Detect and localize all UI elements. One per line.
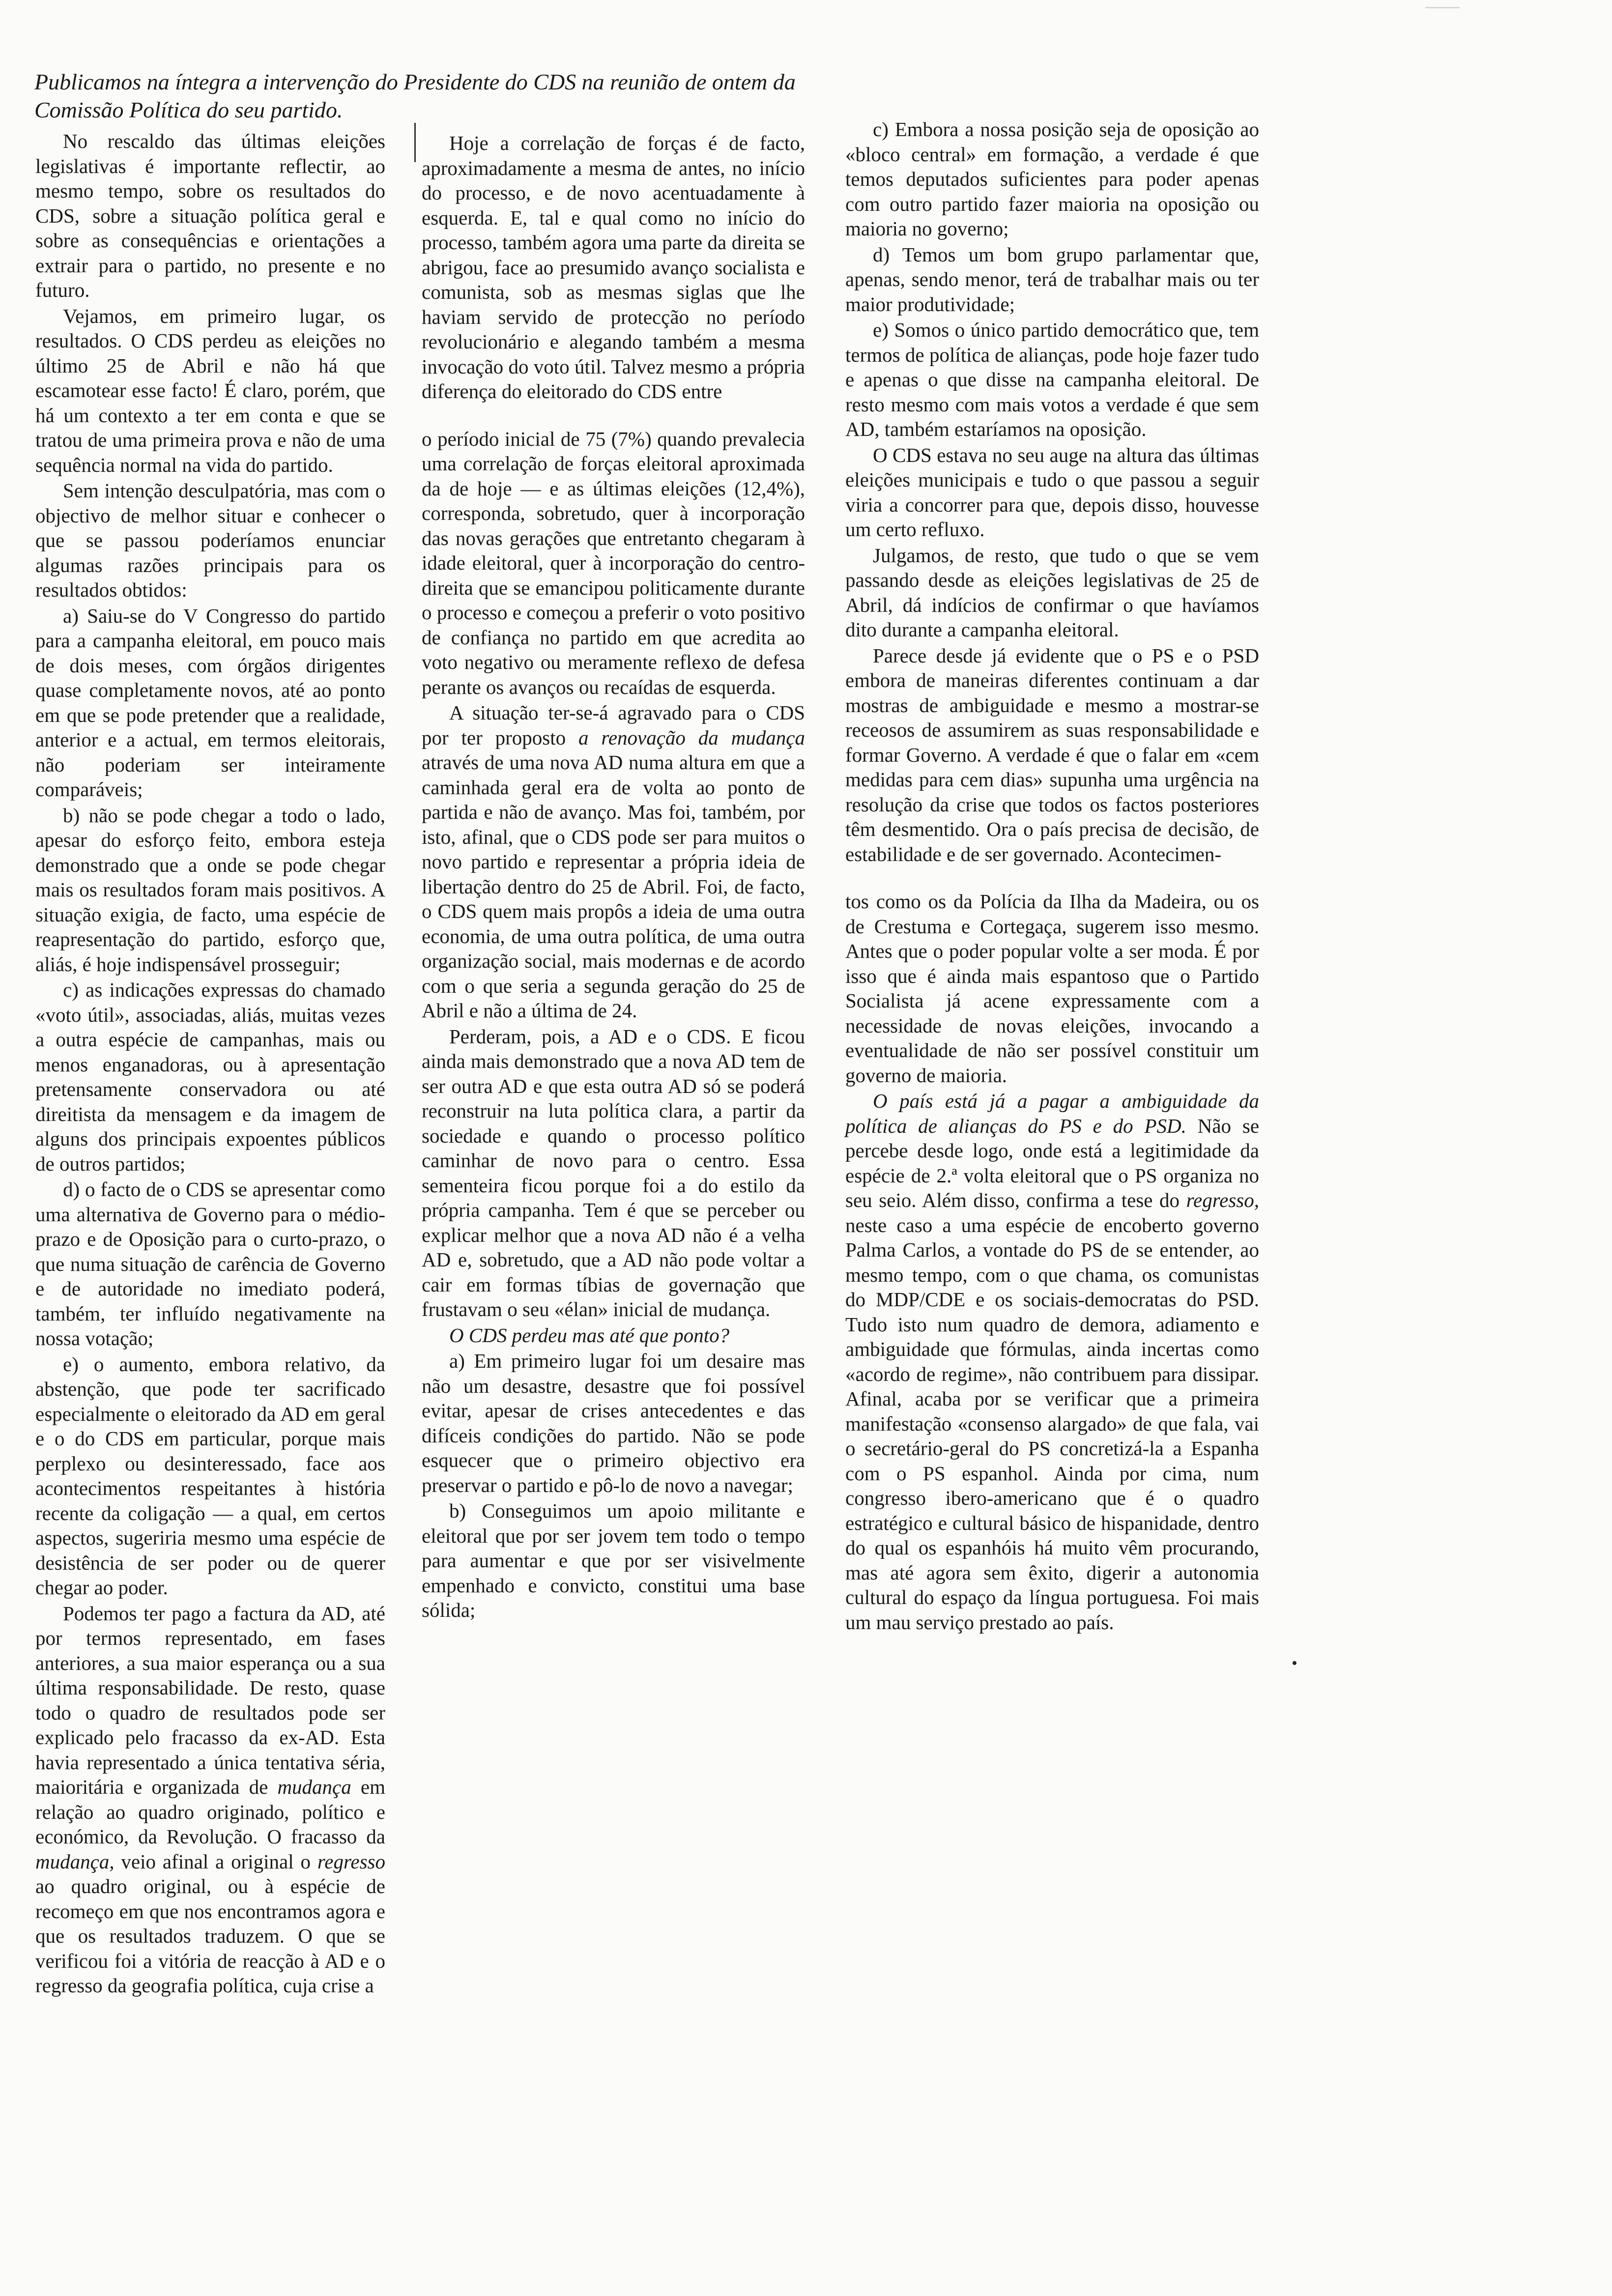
paragraph: d) Temos um bom grupo parlamentar que, apenas, sendo menor, terá de trabalhar mais ou ter maior produtividade;: [845, 243, 1259, 316]
article-column-3: [845, 117, 1259, 1636]
emphasis: a renovação da mudança: [578, 726, 805, 749]
paragraph: c) Embora a nossa posição seja de oposição ao «bloco central» em formação, a verdade é que temos deputados suficientes para poder apenas com outro partido fazer maioria na oposição ou maioria no governo;: [845, 118, 1259, 240]
scan-artifact-dash: [1425, 7, 1460, 8]
paragraph: Parece desde já evidente que o PS e o PSD embora de maneiras diferentes continuam a dar mostras de ambiguidade e mesmo a mostrar-se receosos de assumirem as suas responsabilidade e formar Governo. A verdade é que o falar em «cem medidas para cem dias» supunha uma urgência na resolução da crise que todos os factos posteriores têm desmentido. Ora o país precisa de decisão, de estabilidade e de ser governado. Acontecimen-: [845, 644, 1259, 865]
paragraph: O país está já a pagar a ambiguidade da política de alianças do PS e do PSD. Não se percebe desde logo, onde está a legitimidade da espécie de 2.ª volta eleitoral que o PS organiza no seu seio. Além disso, confirma a tese do regresso, neste caso a uma espécie de encoberto governo Palma Carlos, a vontade do PS de se entender, ao mesmo tempo, com o que chama, os comunistas do MDP/CDE e os sociais-democratas do PSD. Tudo isto num quadro de demora, adiamento e ambiguidade que fórmulas, ainda incertas como «acordo de regime», não contribuem para dissipar. Afinal, acaba por se verificar que a primeira manifestação «consenso alargado» de que fala, vai o secretário-geral do PS concretizá-la a Espanha com o PS espanhol. Ainda por cima, num congresso ibero-americano que é o quadro estratégico e cultural básico de hispanidade, dentro do qual os espanhóis há muito vêm procurando, mas até agora sem êxito, digerir a autonomia cultural do espaço da língua portuguesa. Foi mais um mau serviço prestado ao país.: [845, 1090, 1260, 1634]
paragraph: a) Saiu-se do V Congresso do partido para a campanha eleitoral, em pouco mais de dois meses, com órgãos dirigentes quase completamente novos, até ao ponto em que se pode pretender que a realidade, anterior e a actual, em termos eleitorais, não poderiam ser inteiramente comparáveis;: [35, 604, 385, 801]
scan-speck: [1293, 1661, 1296, 1665]
paragraph: Julgamos, de resto, que tudo o que se vem passando desde as eleições legislativas de 25 de Abril, dá indícios de confirmar o que havíamos dito durante a campanha eleitoral.: [845, 544, 1259, 641]
paragraph: Hoje a correlação de forças é de facto, aproximadamente a mesma de antes, no início do processo, e de novo acentuadamente à esquerda. E, tal e qual como no início do processo, também agora uma parte da direita se abrigou, face ao presumido avanço socialista e comunista, sob as mesmas siglas que lhe haviam servido de protecção no período revolucionário e alegando também a mesma invocação do voto útil. Talvez mesmo a própria diferença do eleitorado do CDS entre: [422, 132, 805, 402]
paragraph: Sem intenção desculpatória, mas com o objectivo de melhor situar e conhecer o que se passou poderíamos enunciar algumas razões principais para os resultados obtidos:: [35, 479, 385, 601]
emphasis: regresso: [317, 1850, 386, 1873]
paragraph: e) Somos o único partido democrático que, tem termos de política de alianças, pode hoje fazer tudo e apenas o que disse na campanha eleitoral. De resto mesmo com mais votos a verdade é que sem AD, também estaríamos na oposição.: [845, 318, 1259, 440]
paragraph: A situação ter-se-á agravado para o CDS por ter proposto a renovação da mudança através de uma nova AD numa altura em que a caminhada geral era de volta ao ponto de partida e não de avanço. Mas foi, também, por isto, afinal, que o CDS pode ser para muitos o novo partido e representar a própria ideia de libertação dentro do 25 de Abril. Foi, de facto, o CDS quem mais propôs a ideia de uma outra economia, de uma outra política, de uma outra organização social, mais modernas e de acordo com o que seria a segunda geração do 25 de Abril e não a última de 24.: [422, 701, 805, 1022]
emphasis: O país está já a pagar a ambiguidade da política de alianças do PS e do PSD.: [845, 1090, 1259, 1137]
paragraph: Perderam, pois, a AD e o CDS. E ficou ainda mais demonstrado que a nova AD tem de ser outra AD e que esta outra AD só se poderá reconstruir na luta política clara, a partir da sociedade e quando o processo político caminhar de novo para o centro. Essa sementeira ficou porque foi a do estilo da própria campanha. Tem é que se perceber ou explicar melhor que a nova AD não é a velha AD e, sobretudo, que a AD não pode voltar a cair em formas tíbias de governação que frustavam o seu «élan» inicial de mudança.: [422, 1025, 805, 1320]
paragraph: O CDS estava no seu auge na altura das últimas eleições municipais e tudo o que passou a seguir viria a concorrer para que, depois disso, houvesse um certo refluxo.: [845, 443, 1259, 541]
paragraph: b) Conseguimos um apoio militante e eleitoral que por ser jovem tem todo o tempo para aumentar e que por ser visivelmente empenhado e convicto, constitui uma base sólida;: [422, 1499, 805, 1621]
emphasis: regresso,: [1186, 1189, 1259, 1211]
article-lede: Publicamos na íntegra a intervenção do Presidente do CDS na reunião de ontem da Comissão Política do seu partido.: [34, 69, 796, 122]
emphasis: mudança,: [35, 1850, 115, 1873]
paragraph: tos como os da Polícia da Ilha da Madeira, ou os de Crestuma e Cortegaça, sugerem isso mesmo. Antes que o poder popular volte a ser moda. É por isso que é ainda mais espantoso que o Partido Socialista já acene expressamente com a necessidade de novas eleições, invocando a eventualidade de não ser possível constituir um governo de maioria.: [845, 890, 1259, 1087]
paragraph: e) o aumento, embora relativo, da abstenção, que pode ter sacrificado especialmente o eleitorado da AD em geral e o do CDS em particular, porque mais perplexo ou desinteressado, face aos acontecimentos respeitantes à história recente da coligação — a qual, em certos aspectos, sugeriria mesmo uma espécie de desistência de ser poder ou de querer chegar ao poder.: [35, 1352, 385, 1599]
paragraph: Podemos ter pago a factura da AD, até por termos representado, em fases anteriores, a sua maior esperança ou a sua última responsabilidade. De resto, quase todo o quadro de resultados pode ser explicado pelo fracasso da ex-AD. Esta havia representado a única tentativa séria, maioritária e organizada de mudança em relação ao quadro originado, político e económico, da Revolução. O fracasso da mudança, veio afinal a original o regresso ao quadro original, ou à espécie de recomeço em que nos encontramos agora e que os resultados traduzem. O que se verificou foi a vitória de reacção à AD e o regresso da geografia política, cuja crise a: [35, 1602, 386, 1997]
paragraph: c) as indicações expressas do chamado «voto útil», associadas, aliás, muitas vezes a outra espécie de campanhas, mais ou menos enganadoras, ou à apresentação pretensamente conservadora ou até direitista da mensagem e da imagem de alguns dos principais expoentes públicos de outros partidos;: [35, 978, 385, 1175]
column-rule: [414, 123, 416, 162]
paragraph: No rescaldo das últimas eleições legislativas é importante reflectir, ao mesmo tempo, sobre os resultados do CDS, sobre a situação política geral e sobre as consequências e orientações a extrair para o partido, no presente e no futuro.: [35, 130, 385, 301]
paragraph: b) não se pode chegar a todo o lado, apesar do esforço feito, embora esteja demonstrado que a onde se pode chegar mais os resultados foram mais positivos. A situação exigia, de facto, uma espécie de reapresentação do partido, esforço que, aliás, é hoje indispensável prosseguir;: [35, 804, 385, 976]
paragraph: d) o facto de o CDS se apresentar como uma alternativa de Governo para o médio-prazo e de Oposição para o curto-prazo, o que numa situação de carência de Governo e de autoridade no imediato poderá, também, ter influído negativamente na nossa votação;: [35, 1178, 385, 1349]
paragraph: Vejamos, em primeiro lugar, os resultados. O CDS perdeu as eleições no último 25 de Abril e não há que escamotear esse facto! É claro, porém, que há um contexto a ter em conta e que se tratou de uma primeira prova e não de uma sequência normal na vida do partido.: [35, 304, 385, 476]
paragraph: a) Em primeiro lugar foi um desaire mas não um desastre, desastre que foi possível evitar, apesar de crises antecedentes e das difíceis condições do partido. Não se pode esquecer que o primeiro objectivo era preservar o partido e pô-lo de novo a navegar;: [422, 1349, 805, 1496]
paragraph: o período inicial de 75 (7%) quando prevalecia uma correlação de forças eleitoral aproximada da de hoje — e as últimas eleições (12,4%), corresponda, sobretudo, quer à incorporação das novas gerações que entretanto chegaram à idade eleitoral, quer à incorporação do centro-direita que se emancipou politicamente durante o processo e começou a preferir o voto positivo de confiança no partido em que acredita ao voto negativo ou meramente reflexo de defesa perante os avanços ou recaídas de esquerda.: [422, 427, 805, 698]
article-column-1: [35, 129, 385, 1999]
article-column-2: [422, 131, 805, 1624]
subheading: O CDS perdeu mas até que ponto?: [449, 1323, 730, 1347]
emphasis: mudança: [277, 1776, 351, 1798]
